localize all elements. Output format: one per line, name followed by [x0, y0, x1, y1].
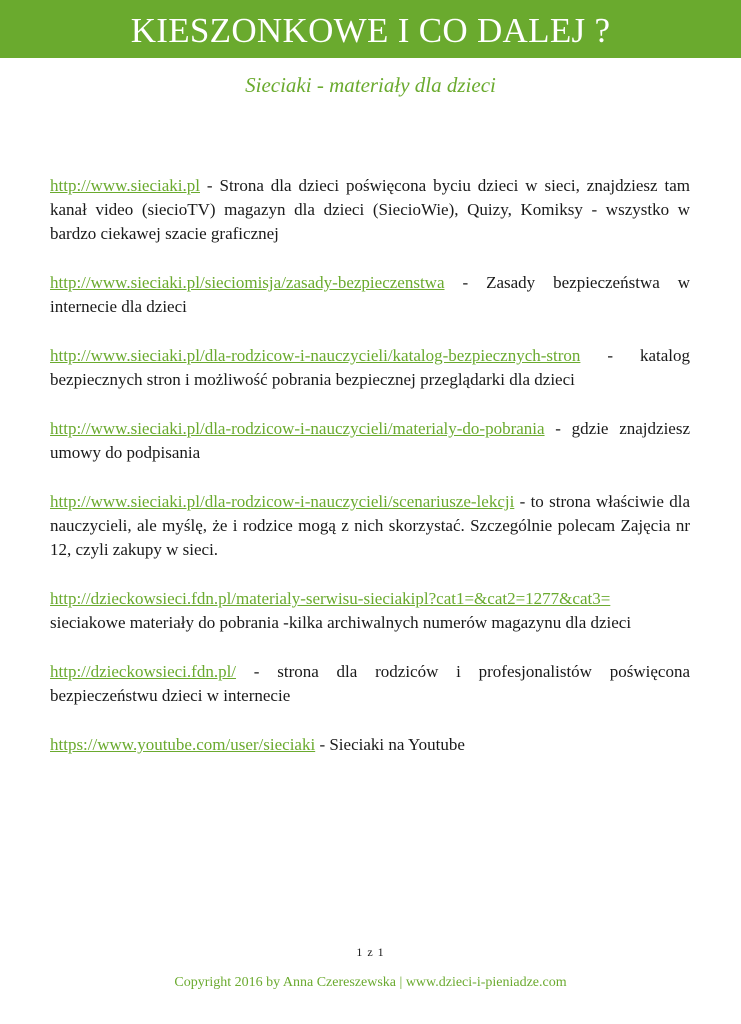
page-number: 1 z 1 [356, 945, 385, 959]
list-item [50, 271, 690, 319]
link-downloads[interactable]: http://www.sieciaki.pl/dla-rodzicow-i-nauczycieli/materialy-do-pobrania [50, 419, 545, 438]
link-archive-materials[interactable]: http://dzieckowsieci.fdn.pl/materialy-serwisu-sieciakipl?cat1=&cat2=1277&cat3= [50, 589, 611, 608]
entry-description: - to strona właściwie dla nauczycieli, ale myślę, że i rodzice mogą z nich skorzystać. Szczególnie polecam Zajęcia nr 12, czyli zakupy w sieci. [50, 492, 690, 559]
list-item [50, 587, 690, 635]
list-item [50, 174, 690, 246]
entry-description: - katalog bezpiecznych stron i możliwość pobrania bezpiecznej przeglądarki dla dzieci [50, 346, 690, 389]
entry-description: sieciakowe materiały do pobrania -kilka archiwalnych numerów magazynu dla dzieci [50, 613, 632, 632]
footer-copyright: Copyright 2016 by Anna Czereszewska | www.dzieci-i-pieniadze.com [174, 975, 567, 990]
list-item [50, 417, 690, 465]
entry-description: - Sieciaki na Youtube [315, 735, 465, 754]
list-item [50, 490, 690, 562]
link-lesson-plans[interactable]: http://www.sieciaki.pl/dla-rodzicow-i-nauczycieli/scenariusze-lekcji [50, 492, 515, 511]
subtitle: Sieciaki - materiały dla dzieci [245, 73, 496, 97]
link-safety-rules[interactable]: http://www.sieciaki.pl/sieciomisja/zasady-bezpieczenstwa [50, 273, 445, 292]
link-youtube[interactable]: https://www.youtube.com/user/sieciaki [50, 735, 316, 754]
list-item [50, 733, 690, 757]
link-list [50, 174, 690, 782]
list-item [50, 344, 690, 392]
link-dziecko-w-sieci[interactable]: http://dzieckowsieci.fdn.pl/ [50, 662, 237, 681]
entry-description: - gdzie znajdziesz umowy do podpisania [50, 419, 690, 462]
page-title: KIESZONKOWE I CO DALEJ ? [130, 11, 611, 50]
link-sieciaki-home[interactable]: http://www.sieciaki.pl [50, 176, 200, 195]
entry-description: - Strona dla dzieci poświęcona byciu dzieci w sieci, znajdziesz tam kanał video (siecioTV) magazyn dla dzieci (SiecioWie), Quizy, Komiksy - wszystko w bardzo ciekawej szacie graficznej [50, 176, 690, 243]
entry-description: - strona dla rodziców i profesjonalistów poświęcona bezpieczeństwu dzieci w internecie [50, 662, 690, 705]
list-item [50, 660, 690, 708]
link-safe-sites-catalog[interactable]: http://www.sieciaki.pl/dla-rodzicow-i-nauczycieli/katalog-bezpiecznych-stron [50, 346, 581, 365]
entry-description: - Zasady bezpieczeństwa w internecie dla dzieci [50, 273, 690, 316]
